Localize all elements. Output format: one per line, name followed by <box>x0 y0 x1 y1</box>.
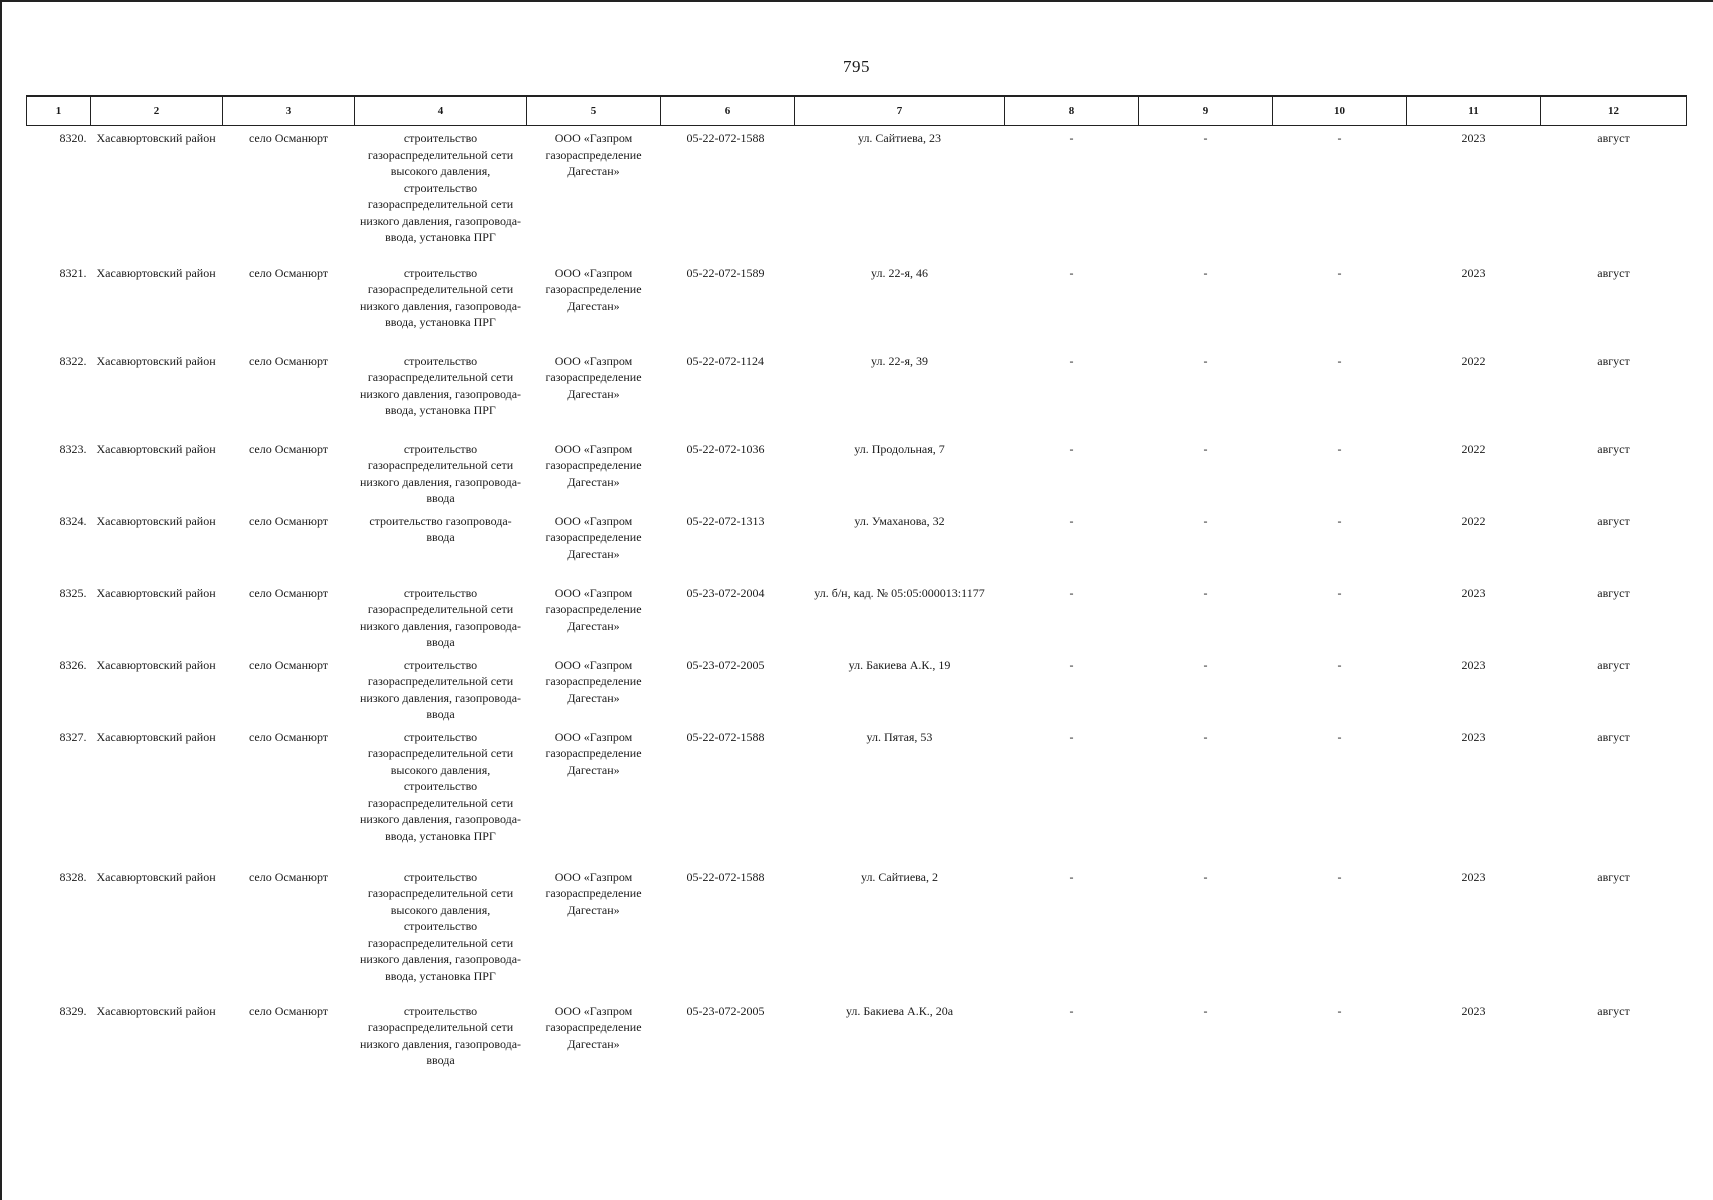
column-header-2: 2 <box>91 96 223 126</box>
column-header-1: 1 <box>27 96 91 126</box>
cell-locality: село Османюрт <box>248 441 329 456</box>
cell-address: ул. Бакиева А.К., 19 <box>848 657 951 672</box>
cell-work-type: строительство газораспределительной сети высокого давления, строительство газораспределительной сети низкого давления, газопровода-ввода, установка ПРГ <box>359 729 522 843</box>
cell-locality: село Османюрт <box>248 131 329 145</box>
cell-col10: - <box>1337 265 1342 280</box>
cell-code: 05-22-072-1124 <box>686 353 765 368</box>
cell-col8: - <box>1069 869 1074 884</box>
cell-work-type: строительство газораспределительной сети низкого давления, газопровода-ввода <box>359 657 522 721</box>
cell-number: 8326. <box>59 657 87 672</box>
cell-organization: ООО «Газпром газораспределение Дагестан» <box>545 657 642 705</box>
cell-col9: - <box>1203 513 1208 528</box>
cell-col8: - <box>1069 265 1074 280</box>
cell-organization: ООО «Газпром газораспределение Дагестан» <box>545 441 642 489</box>
cell-month: август <box>1597 585 1630 600</box>
table-row <box>27 581 1687 653</box>
cell-col10: - <box>1337 131 1342 145</box>
cell-address: ул. б/н, кад. № 05:05:000013:1177 <box>814 585 985 600</box>
cell-district: Хасавюртовский район <box>96 1003 216 1018</box>
cell-year: 2022 <box>1461 513 1486 528</box>
cell-work-type: строительство газораспределительной сети низкого давления, газопровода-ввода <box>359 585 522 649</box>
table-row <box>27 437 1687 509</box>
cell-col10: - <box>1337 1003 1342 1018</box>
cell-organization: ООО «Газпром газораспределение Дагестан» <box>545 131 642 178</box>
cell-month: август <box>1597 513 1630 528</box>
page-number: 795 <box>843 57 870 76</box>
column-header-11: 11 <box>1407 96 1541 126</box>
cell-work-type: строительство газопровода-ввода <box>369 513 512 544</box>
cell-organization: ООО «Газпром газораспределение Дагестан» <box>545 265 642 313</box>
cell-col8: - <box>1069 353 1074 368</box>
cell-col10: - <box>1337 441 1342 456</box>
cell-month: август <box>1597 1003 1630 1018</box>
cell-locality: село Османюрт <box>248 1003 329 1018</box>
cell-col8: - <box>1069 585 1074 600</box>
cell-month: август <box>1597 265 1630 280</box>
table-row <box>27 725 1687 865</box>
cell-col9: - <box>1203 585 1208 600</box>
cell-locality: село Османюрт <box>248 657 329 672</box>
cell-locality: село Османюрт <box>248 265 329 280</box>
cell-code: 05-23-072-2004 <box>686 585 765 600</box>
cell-organization: ООО «Газпром газораспределение Дагестан» <box>545 353 642 401</box>
cell-work-type: строительство газораспределительной сети низкого давления, газопровода-ввода <box>359 441 522 505</box>
cell-district: Хасавюртовский район <box>96 585 216 600</box>
table-header-row <box>27 96 1687 126</box>
cell-organization: ООО «Газпром газораспределение Дагестан» <box>545 869 642 917</box>
cell-year: 2023 <box>1461 265 1486 280</box>
cell-organization: ООО «Газпром газораспределение Дагестан» <box>545 513 642 561</box>
column-header-7: 7 <box>795 96 1005 126</box>
cell-col9: - <box>1203 657 1208 672</box>
cell-number: 8320. <box>59 131 87 145</box>
cell-district: Хасавюртовский район <box>96 729 216 744</box>
table-row <box>27 999 1687 1099</box>
cell-district: Хасавюртовский район <box>96 265 216 280</box>
cell-col9: - <box>1203 265 1208 280</box>
cell-work-type: строительство газораспределительной сети высокого давления, строительство газораспределительной сети низкого давления, газопровода-ввода, установка ПРГ <box>359 869 522 983</box>
cell-locality: село Османюрт <box>248 869 329 884</box>
cell-month: август <box>1597 657 1630 672</box>
cell-number: 8323. <box>59 441 87 456</box>
cell-number: 8329. <box>59 1003 87 1018</box>
cell-month: август <box>1597 353 1630 368</box>
column-header-12: 12 <box>1541 96 1687 126</box>
cell-locality: село Османюрт <box>248 353 329 368</box>
cell-col9: - <box>1203 131 1208 145</box>
table-row <box>27 261 1687 349</box>
cell-col9: - <box>1203 353 1208 368</box>
cell-number: 8324. <box>59 513 87 528</box>
cell-col8: - <box>1069 513 1074 528</box>
cell-col8: - <box>1069 729 1074 744</box>
column-header-6: 6 <box>661 96 795 126</box>
cell-col9: - <box>1203 869 1208 884</box>
cell-code: 05-22-072-1313 <box>686 513 765 528</box>
cell-organization: ООО «Газпром газораспределение Дагестан» <box>545 1003 642 1051</box>
cell-number: 8325. <box>59 585 87 600</box>
cell-work-type: строительство газораспределительной сети низкого давления, газопровода-ввода, установка ПРГ <box>359 265 522 329</box>
cell-code: 05-22-072-1588 <box>686 131 765 145</box>
column-header-4: 4 <box>355 96 527 126</box>
cell-col10: - <box>1337 869 1342 884</box>
cell-address: ул. Пятая, 53 <box>866 729 933 744</box>
cell-address: ул. Умаханова, 32 <box>854 513 945 528</box>
cell-col10: - <box>1337 513 1342 528</box>
cell-code: 05-22-072-1588 <box>686 869 765 884</box>
cell-address: ул. Сайтиева, 2 <box>860 869 939 884</box>
cell-work-type: строительство газораспределительной сети низкого давления, газопровода-ввода, установка ПРГ <box>359 353 522 417</box>
cell-year: 2023 <box>1461 131 1486 145</box>
cell-locality: село Османюрт <box>248 513 329 528</box>
cell-col10: - <box>1337 353 1342 368</box>
cell-col10: - <box>1337 657 1342 672</box>
cell-district: Хасавюртовский район <box>96 657 216 672</box>
cell-organization: ООО «Газпром газораспределение Дагестан» <box>545 585 642 633</box>
column-header-9: 9 <box>1139 96 1273 126</box>
cell-work-type: строительство газораспределительной сети низкого давления, газопровода-ввода <box>359 1003 522 1067</box>
cell-col9: - <box>1203 1003 1208 1018</box>
table-body <box>27 126 1687 1099</box>
cell-year: 2023 <box>1461 729 1486 744</box>
cell-col8: - <box>1069 657 1074 672</box>
cell-locality: село Османюрт <box>248 585 329 600</box>
cell-address: ул. Продольная, 7 <box>854 441 945 456</box>
cell-col9: - <box>1203 441 1208 456</box>
cell-locality: село Османюрт <box>248 729 329 744</box>
cell-address: ул. 22-я, 39 <box>871 353 928 368</box>
cell-year: 2023 <box>1461 1003 1486 1018</box>
cell-code: 05-23-072-2005 <box>686 657 765 672</box>
cell-code: 05-22-072-1036 <box>686 441 765 456</box>
cell-year: 2023 <box>1461 657 1486 672</box>
cell-col8: - <box>1069 131 1074 145</box>
cell-number: 8322. <box>59 353 87 368</box>
column-header-10: 10 <box>1273 96 1407 126</box>
table-row <box>27 865 1687 999</box>
cell-number: 8321. <box>59 265 87 280</box>
cell-col8: - <box>1069 1003 1074 1018</box>
cell-month: август <box>1597 729 1630 744</box>
table-row <box>27 653 1687 725</box>
cell-code: 05-23-072-2005 <box>686 1003 765 1018</box>
table-row <box>27 126 1687 261</box>
cell-code: 05-22-072-1588 <box>686 729 765 744</box>
cell-address: ул. Бакиева А.К., 20а <box>845 1003 954 1018</box>
cell-month: август <box>1597 131 1630 145</box>
page-left-border <box>0 0 2 1200</box>
table-row <box>27 509 1687 581</box>
cell-month: август <box>1597 869 1630 884</box>
cell-work-type: строительство газораспределительной сети высокого давления, строительство газораспределительной сети низкого давления, газопровода-ввода, установка ПРГ <box>359 131 522 244</box>
column-header-3: 3 <box>223 96 355 126</box>
column-header-8: 8 <box>1005 96 1139 126</box>
cell-year: 2022 <box>1461 441 1486 456</box>
cell-col8: - <box>1069 441 1074 456</box>
cell-district: Хасавюртовский район <box>96 441 216 456</box>
cell-year: 2023 <box>1461 869 1486 884</box>
cell-year: 2022 <box>1461 353 1486 368</box>
cell-col10: - <box>1337 585 1342 600</box>
cell-number: 8327. <box>59 729 87 744</box>
data-table <box>26 95 1687 1099</box>
cell-address: ул. Сайтиева, 23 <box>857 131 942 145</box>
table-row <box>27 349 1687 437</box>
cell-col9: - <box>1203 729 1208 744</box>
cell-district: Хасавюртовский район <box>96 131 216 145</box>
cell-col10: - <box>1337 729 1342 744</box>
cell-organization: ООО «Газпром газораспределение Дагестан» <box>545 729 642 777</box>
cell-code: 05-22-072-1589 <box>686 265 765 280</box>
column-header-5: 5 <box>527 96 661 126</box>
cell-year: 2023 <box>1461 585 1486 600</box>
cell-month: август <box>1597 441 1630 456</box>
cell-number: 8328. <box>59 869 87 884</box>
cell-district: Хасавюртовский район <box>96 513 216 528</box>
page-top-border <box>0 0 1713 2</box>
cell-district: Хасавюртовский район <box>96 869 216 884</box>
cell-district: Хасавюртовский район <box>96 353 216 368</box>
cell-address: ул. 22-я, 46 <box>871 265 928 280</box>
